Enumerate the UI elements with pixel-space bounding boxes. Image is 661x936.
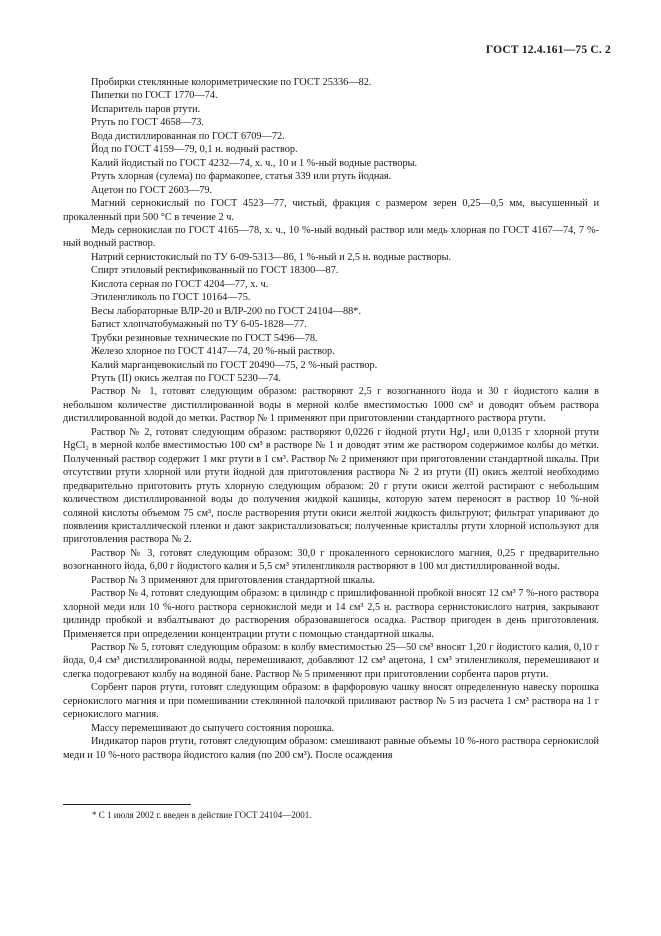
page-header: ГОСТ 12.4.161—75 С. 2 (485, 44, 611, 56)
paragraph: Ртуть хлорная (сулема) по фармакопее, статья 339 или ртуть йодная. (91, 171, 392, 183)
paragraph: Весы лабораторные ВЛР-20 и ВЛР-200 по ГОСТ 24104—88*. (91, 305, 362, 317)
footnote: * С 1 июля 2002 г. введен в действие ГОСТ 24104—2001. (92, 810, 312, 820)
paragraph: Трубки резиновые технические по ГОСТ 5496—78. (91, 332, 318, 344)
paragraph: Ртуть (II) окись желтая по ГОСТ 5230—74. (91, 372, 281, 384)
paragraph: Этиленгликоль по ГОСТ 10164—75. (91, 292, 251, 304)
paragraph: Раствор № 4, готовят следующим образом: в цилиндр с пришлифованной пробкой вносят 12 см³ 7 %-ного раствора хлорной меди или 10 %-ного раствора сернокислой меди и 14 см³ 2,5 н. раствора сернистокислого натрия, закрывают цилиндр пробкой и взбалтывают до растворения образовавшегося осадка. Раствор пригоден в день приготовления. Применяется при определении концентрации ртути с помощью стандартной шкалы. (63, 588, 599, 640)
paragraph: Раствор № 5, готовят следующим образом: в колбу вместимостью 25—50 см³ вносят 1,20 г йодистого калия, 0,10 г йода, 0,4 см³ дистиллированной воды, перемешивают, добавляют 12 см³ ацетона, 1 см³ этиленгликоля, перемешивают и слегка подогревают колбу на водяной бане. Раствор № 5 применяют при приготовлении сорбента паров ртути. (63, 642, 599, 680)
paragraph: Спирт этиловый ректификованный по ГОСТ 18300—87. (91, 265, 339, 277)
paragraph: Раствор № 2, готовят следующим образом: растворяют 0,0226 г йодной ртути HgJ₂ или 0,0135 г хлорной ртути HgCl₂ в мерной колбе вместимостью 100 см³ в растворе № 1 и доводят этим же раствором содержимое колбы до метки. Полученный раствор содержит 1 мкг ртути в 1 см³. Раствор № 2 применяют при приготовлении стандартной шкалы. При отсутствии ртути хлорной или ртути йодной для приготовления раствора № 2 из ртути (II) окись желтой необходимо предварительно приготовить ртуть хлорную следующим образом: 20 г ртути окиси желтой растирают с небольшим количеством дистиллированной воды до получения жидкой кашицы, которую затем переносят в раствор 10 %-ной соляной кислоты объемом 75 см³, после растворения ртути окиси желтой жидкость фильтруют; фильтрат упаривают до появления кристаллической пленки и дают закристаллизоваться; полученные кристаллы ртути хлорной используют для приготовления раствора № 2. (63, 426, 599, 546)
paragraph: Пипетки по ГОСТ 1770—74. (91, 90, 218, 102)
paragraph: Вода дистиллированная по ГОСТ 6709—72. (91, 130, 285, 142)
paragraph: Калий марганцевокислый по ГОСТ 20490—75, 2 %-ный раствор. (91, 359, 378, 371)
paragraph: Ртуть по ГОСТ 4658—73. (91, 117, 204, 129)
paragraph: Раствор № 3 применяют для приготовления стандартной шкалы. (91, 574, 375, 586)
paragraph: Йод по ГОСТ 4159—79, 0,1 н. водный раствор. (91, 144, 298, 156)
paragraph: Раствор № 3, готовят следующим образом: 30,0 г прокаленного сернокислого магния, 0,25 г предварительно возогнанного йода, 6,00 г йодистого калия и 5,5 см³ этиленгликоля растворяют в 100 мл дистиллированной воды. (63, 547, 599, 573)
paragraph: Массу перемешивают до сыпучего состояния порошка. (91, 722, 335, 734)
paragraph: Батист хлопчатобумажный по ТУ 6-05-1828—77. (91, 319, 307, 331)
paragraph: Магний сернокислый по ГОСТ 4523—77, чистый, фракция с размером зерен 0,25—0,5 мм, высушенный и прокаленный при 500 °С в течение 2 ч. (63, 198, 599, 223)
paragraph: Ацетон по ГОСТ 2603—79. (91, 184, 213, 196)
paragraph: Железо хлорное по ГОСТ 4147—74, 20 %-ный раствор. (91, 346, 335, 358)
paragraph: Медь сернокислая по ГОСТ 4165—78, х. ч., 10 %-ный водный раствор или медь хлорная по ГОСТ 4167—74, 7 %-ный водный раствор. (63, 224, 599, 250)
document-body (63, 76, 599, 762)
paragraph: Кислота серная по ГОСТ 4204—77, х. ч. (91, 278, 269, 290)
paragraph: Сорбент паров ртути, готовят следующим образом: в фарфоровую чашку вносят определенную навеску порошка сернокислого магния и при помешивании стеклянной палочкой приливают раствор № 5 из расчета 1 см³ раствора на 1 г сернокислого магния. (63, 682, 599, 721)
paragraph: Калий йодистый по ГОСТ 4232—74, х. ч., 10 и 1 %-ный водные растворы. (91, 157, 418, 169)
paragraph: Индикатор паров ртути, готовят следующим образом: смешивают равные объемы 10 %-ного раствора сернокислой меди и 10 %-ного раствора йодистого калия (по 200 см³). После осаждения (63, 736, 599, 761)
paragraph: Испаритель паров ртути. (91, 103, 201, 115)
footnote-divider (63, 804, 191, 805)
paragraph: Натрий сернистокислый по ТУ 6-09-5313—86, 1 %-ный и 2,5 н. водные растворы. (91, 251, 452, 263)
paragraph: Раствор № 1, готовят следующим образом: растворяют 2,5 г возогнанного йода и 30 г йодистого калия в небольшом количестве дистиллированной воды в мерной колбе вместимостью 1000 см³ и доводят объем раствора дистиллированной водой до метки. Раствор № 1 применяют при приготовлении стандартного раствора ртути. (63, 386, 599, 425)
paragraph: Пробирки стеклянные колориметрические по ГОСТ 25336—82. (91, 77, 372, 88)
